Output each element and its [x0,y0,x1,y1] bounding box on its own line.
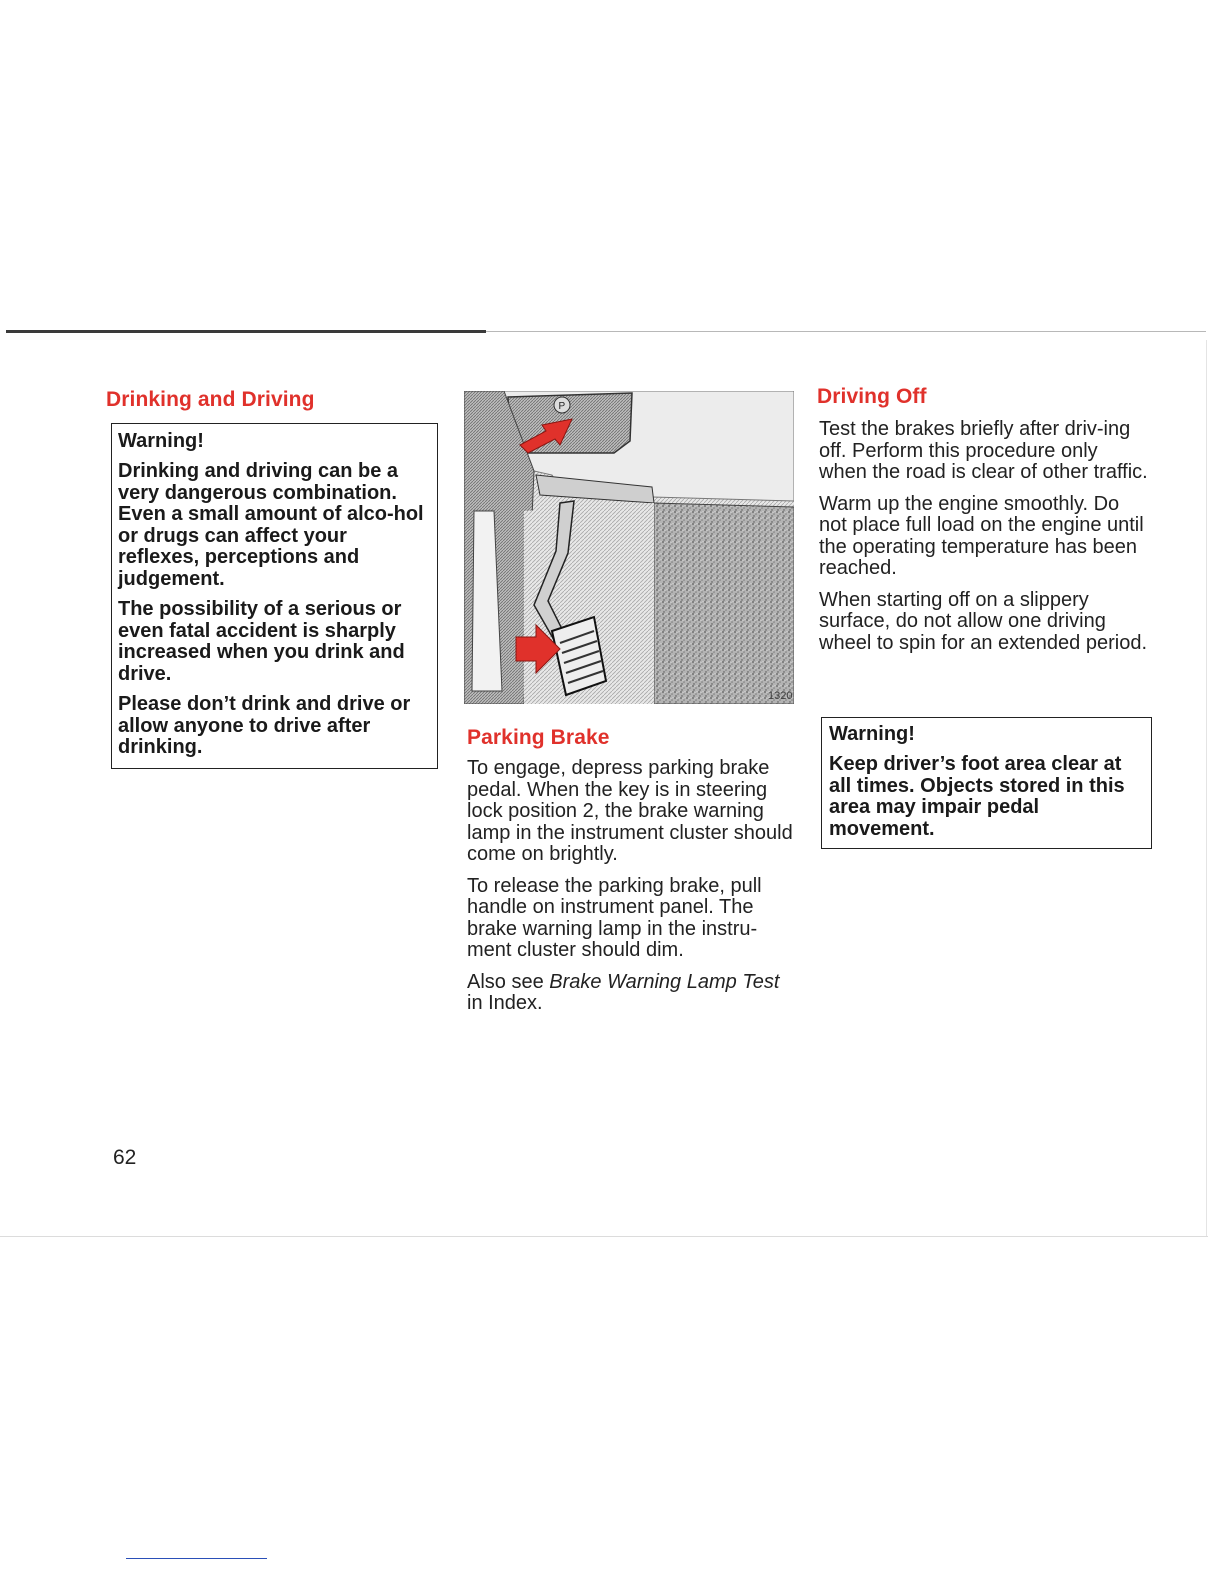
warning-paragraph: The possibility of a serious or even fatal accident is sharply increased when you drink and drive. [118,598,405,685]
warning-title: Warning! [118,430,204,452]
also-see-paragraph [467,972,797,1015]
heading-drinking-and-driving: Drinking and Driving [106,388,315,411]
parking-brake-illustration [464,391,794,704]
footer-link-line [126,1558,267,1559]
parking-brake-text [467,758,797,1025]
page-edge-rule [1206,340,1207,1236]
paragraph: To release the parking brake, pull handle on instrument panel. The brake warning lamp in the instru-ment cluster should dim. [467,874,762,961]
floor-carpet [654,503,794,704]
figure-number: 1320 [768,690,793,702]
paragraph: Warm up the engine smoothly. Do not place full load on the engine until the operating temperature has been reached. [819,492,1144,579]
also-see-prefix: Also see [467,970,550,993]
bottom-rule [0,1236,1208,1237]
also-see-suffix: in Index. [467,992,543,1014]
warning-paragraph: Drinking and driving can be a very dangerous combination. Even a small amount of alco-hol or drugs can affect your reflexes, perceptions and judgement. [118,460,424,590]
paragraph: To engage, depress parking brake pedal. When the key is in steering lock position 2, the brake warning lamp in the instrument cluster should come on brightly. [467,757,793,865]
warning-paragraph: Please don’t drink and drive or allow anyone to drive after drinking. [118,693,411,758]
warning-body [118,461,432,759]
paragraph: When starting off on a slippery surface, do not allow one driving wheel to spin for an extended period. [819,588,1147,654]
driving-off-text [819,419,1149,664]
warning-box-foot-area [821,717,1152,849]
paragraph: Test the brakes briefly after driv-ing off. Perform this procedure only when the road is clear of other traffic. [819,418,1148,483]
top-rule-thin [486,331,1206,332]
also-see-reference: Brake Warning Lamp Test [549,970,780,993]
heading-driving-off: Driving Off [817,385,927,408]
warning-paragraph: Keep driver’s foot area clear at all times. Objects stored in this area may impair pedal movement. [829,753,1125,840]
top-rule-thick [6,330,486,333]
warning-title: Warning! [829,723,915,745]
svg-text:P: P [558,401,566,412]
warning-box-drinking [111,423,438,769]
warning-body [829,754,1146,840]
heading-parking-brake: Parking Brake [467,726,610,749]
page-number: 62 [113,1146,137,1169]
